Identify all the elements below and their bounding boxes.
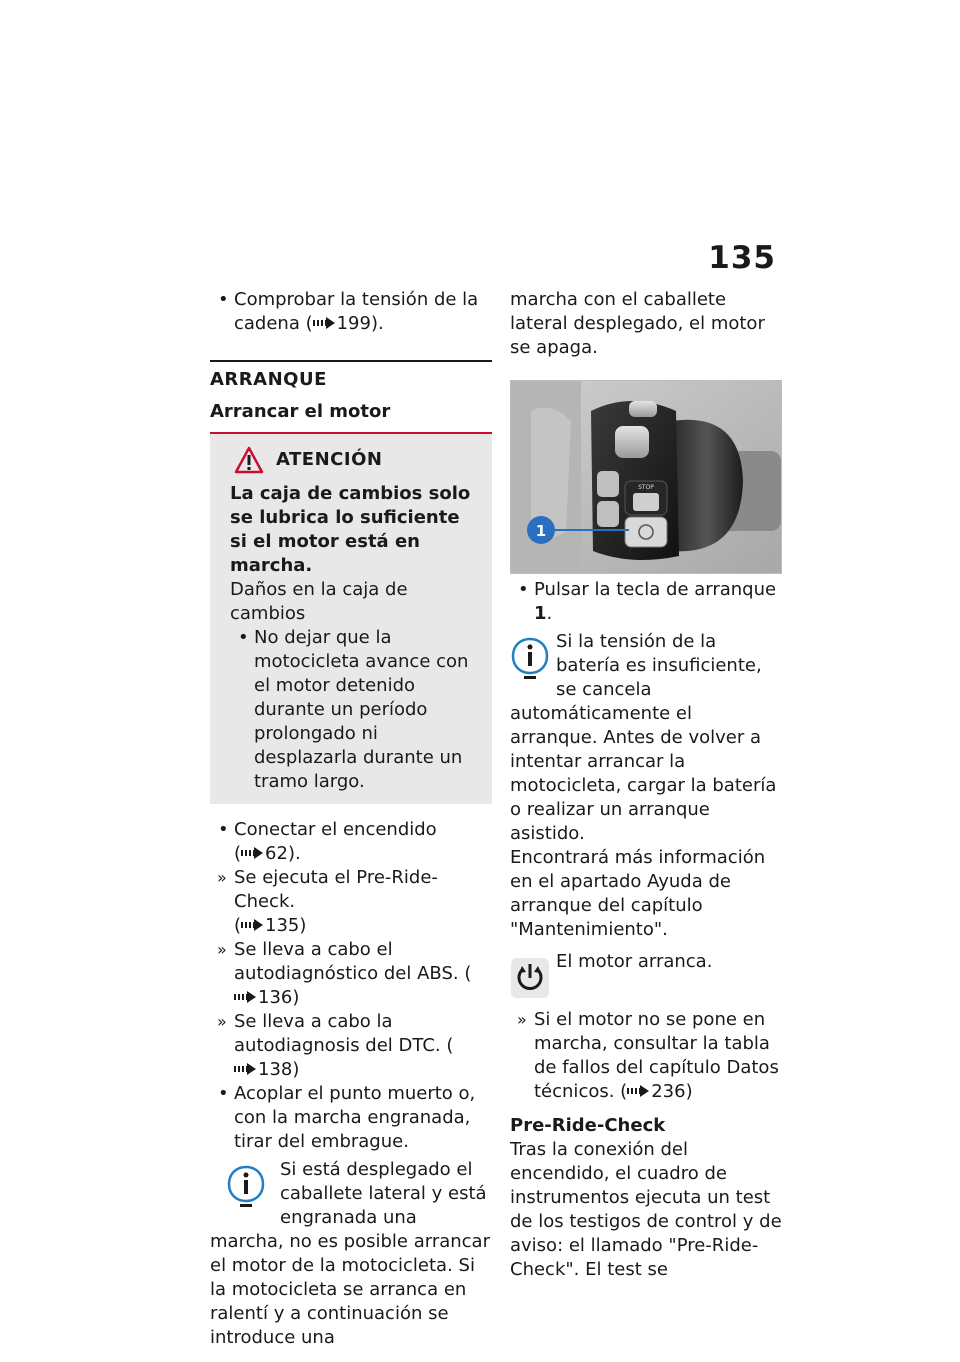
list-item-ignition: • Conectar el encendido ( 62). — [210, 818, 492, 866]
list-item-press-start: • Pulsar la tecla de arranque 1. — [510, 578, 782, 626]
subsection-title: Arrancar el motor — [210, 401, 391, 422]
result-item-abs: » Se lleva a cabo el autodiagnóstico del ABS. (136) — [210, 938, 492, 1010]
continuation-text: marcha con el caballete lateral desplegado, el motor se apaga. — [510, 289, 765, 358]
engine-start-icon — [510, 956, 550, 1002]
engine-start-note: El motor arranca. — [510, 950, 782, 1004]
page-ref-link[interactable]: 135 — [265, 915, 300, 936]
warning-title: ATENCIÓN — [276, 449, 383, 470]
reference-arrow-icon — [241, 919, 263, 931]
start-button-figure — [510, 380, 782, 574]
list-item-check-chain: • Comprobar la tensión de la cadena ( 199). — [210, 288, 492, 336]
info-note-battery: Si la tensión de la batería es insuficiente, se cancela automáticamente el arranque. Antes de volver a intentar arrancar la motocicleta, cargar la batería o realizar un arranque asistido. Encontrará más información en el apartado Ayuda de arranque del capítulo "Mantenimiento". — [510, 630, 782, 942]
info-more-text: Encontrará más información en el apartado Ayuda de arranque del capítulo "Mantenimiento". — [510, 847, 766, 940]
stop-label: STOP — [638, 484, 654, 491]
reference-arrow-icon — [313, 317, 335, 329]
warning-triangle-icon — [234, 446, 264, 474]
prc-text: Tras la conexión del encendido, el cuadro de instrumentos ejecuta un test de los testigos de control y de aviso: el llamado "Pre-Ride-Check". El test se — [510, 1139, 782, 1280]
prc-heading: Pre-Ride-Check — [510, 1115, 666, 1136]
result-item-no-start: » Si el motor no se pone en marcha, consultar la tabla de fallos del capítulo Datos técnicos. ( 236) — [510, 1008, 782, 1104]
page-ref-link[interactable]: 62 — [265, 843, 288, 864]
section-divider — [210, 360, 492, 362]
reference-arrow-icon — [241, 847, 263, 859]
reference-arrow-icon — [627, 1085, 649, 1097]
reference-arrow-icon — [234, 991, 256, 1003]
info-note-sidestand: Si está desplegado el caballete lateral y está engranada una marcha, no es posible arrancar el motor de la motocicleta. Si la motocicleta se arranca en ralentí y a continuación se introduce una — [210, 1159, 490, 1348]
page-ref-link[interactable]: 199 — [336, 313, 371, 334]
section-title: ARRANQUE — [210, 369, 327, 390]
result-item-prc: » Se ejecuta el Pre-Ride-Check. ( 135) — [210, 866, 492, 938]
warning-statement: La caja de cambios solo se lubrica lo suficiente si el motor está en marcha. — [230, 483, 471, 576]
start-steps — [210, 818, 492, 1154]
right-column — [510, 288, 782, 1282]
page-ref-link[interactable]: 236 — [651, 1081, 686, 1102]
info-icon — [510, 636, 550, 682]
warning-header — [230, 446, 478, 474]
page-number: 135 — [708, 240, 776, 276]
left-column — [210, 288, 492, 1350]
reference-arrow-icon — [234, 1063, 256, 1075]
list-item-neutral: • Acoplar el punto muerto o, con la marcha engranada, tirar del embrague. — [210, 1082, 492, 1154]
result-item-dtc: » Se lleva a cabo la autodiagnosis del DTC. (138) — [210, 1010, 492, 1082]
page-ref-link[interactable]: 136 — [258, 987, 293, 1008]
info-icon — [226, 1164, 266, 1210]
handlebar-switch-image — [511, 381, 781, 573]
callout-label: 1 — [535, 522, 547, 540]
warning-consequence: Daños en la caja de cambios — [230, 579, 408, 624]
page-ref-link[interactable]: 138 — [258, 1059, 293, 1080]
warning-instruction: • No dejar que la motocicleta avance con el motor detenido durante un período prolongado ni desplazarla durante un tramo largo. — [230, 626, 478, 794]
warning-box — [210, 432, 492, 804]
